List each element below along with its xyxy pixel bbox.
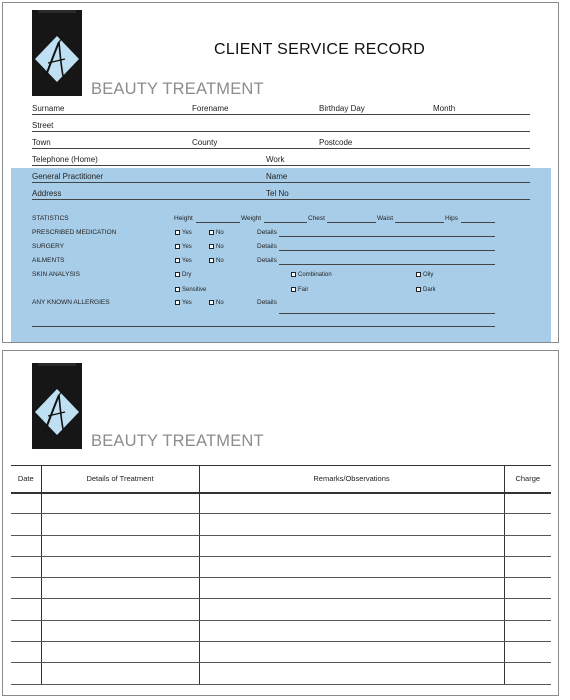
table-row — [11, 556, 551, 577]
town-label: Town — [32, 138, 51, 147]
surname-line[interactable] — [32, 114, 530, 115]
logo-emblem-icon — [32, 363, 82, 449]
table-cell[interactable] — [41, 493, 199, 514]
column-header-details: Details of Treatment — [41, 466, 199, 493]
surgery-no-checkbox[interactable] — [209, 243, 224, 251]
table-cell[interactable] — [504, 620, 551, 641]
forename-label: Forename — [192, 104, 229, 113]
statistics-label: STATISTICS — [32, 215, 69, 222]
town-line[interactable] — [32, 148, 530, 149]
medication-details-label: Details — [257, 229, 277, 236]
treatment-table — [11, 465, 551, 685]
ailments-yes-checkbox[interactable] — [175, 257, 192, 265]
table-cell[interactable] — [11, 642, 41, 663]
gp-tel-label: Tel No — [266, 189, 289, 198]
gp-line[interactable] — [32, 182, 530, 183]
postcode-label: Postcode — [319, 138, 353, 147]
surgery-yes-label: Yes — [182, 244, 192, 250]
table-cell[interactable] — [11, 535, 41, 556]
table-row — [11, 599, 551, 620]
skin-dry-label: Dry — [182, 272, 192, 278]
ailments-no-checkbox[interactable] — [209, 257, 224, 265]
telephone-home-label: Telephone (Home) — [32, 155, 98, 164]
medication-no-checkbox[interactable] — [209, 229, 224, 237]
form-subtitle: BEAUTY TREATMENT — [91, 80, 264, 98]
table-cell[interactable] — [504, 514, 551, 535]
waist-field[interactable] — [395, 222, 444, 223]
surgery-details-label: Details — [257, 243, 277, 250]
skin-oily-checkbox[interactable] — [416, 271, 433, 279]
medication-details-line[interactable] — [279, 236, 495, 237]
chest-label: Chest — [308, 215, 325, 222]
month-label: Month — [433, 104, 456, 113]
street-line[interactable] — [32, 131, 530, 132]
ailments-details-line[interactable] — [279, 264, 495, 265]
table-cell[interactable] — [199, 642, 504, 663]
table-cell[interactable] — [41, 535, 199, 556]
allergies-no-label: No — [216, 300, 224, 306]
table-cell[interactable] — [11, 620, 41, 641]
ailments-details-label: Details — [257, 257, 277, 264]
table-cell[interactable] — [41, 663, 199, 684]
table-body — [11, 493, 551, 685]
skin-analysis-label: SKIN ANALYSIS — [32, 271, 80, 278]
surgery-label: SURGERY — [32, 243, 65, 250]
table-cell[interactable] — [11, 578, 41, 599]
skin-oily-label: Oily — [423, 272, 434, 278]
table-cell[interactable] — [199, 578, 504, 599]
height-field[interactable] — [196, 222, 240, 223]
table-cell[interactable] — [199, 663, 504, 684]
table-cell[interactable] — [11, 514, 41, 535]
allergies-yes-label: Yes — [182, 300, 192, 306]
table-cell[interactable] — [41, 578, 199, 599]
surgery-details-line[interactable] — [279, 250, 495, 251]
medication-no-label: No — [216, 230, 224, 236]
street-label: Street — [32, 121, 54, 130]
weight-label: Weight — [241, 215, 262, 222]
table-row — [11, 663, 551, 684]
surgery-no-label: No — [216, 244, 224, 250]
table-cell[interactable] — [11, 493, 41, 514]
gp-address-line[interactable] — [32, 199, 530, 200]
column-header-remarks: Remarks/Observations — [199, 466, 504, 493]
table-row — [11, 514, 551, 535]
table-row — [11, 642, 551, 663]
table-row — [11, 493, 551, 514]
table-cell[interactable] — [504, 599, 551, 620]
form-title: CLIENT SERVICE RECORD — [214, 41, 426, 58]
table-cell[interactable] — [11, 556, 41, 577]
skin-sensitive-checkbox[interactable] — [175, 286, 206, 294]
table-cell[interactable] — [41, 599, 199, 620]
gp-name-label: Name — [266, 172, 288, 181]
table-row — [11, 620, 551, 641]
height-label: Height — [174, 215, 193, 222]
column-header-date: Date — [11, 466, 41, 493]
waist-label: Waist — [377, 215, 394, 222]
work-label: Work — [266, 155, 285, 164]
ailments-no-label: No — [216, 258, 224, 264]
hips-field[interactable] — [461, 222, 495, 223]
table-header-row — [11, 466, 551, 493]
prescribed-medication-label: PRESCRIBED MEDICATION — [32, 229, 117, 236]
table-row — [11, 535, 551, 556]
surgery-yes-checkbox[interactable] — [175, 243, 192, 251]
client-service-record-card — [2, 2, 559, 343]
skin-fair-label: Fair — [298, 287, 309, 293]
allergies-label: ANY KNOWN ALLERGIES — [32, 299, 110, 306]
table-cell[interactable] — [504, 663, 551, 684]
skin-dry-checkbox[interactable] — [175, 271, 191, 279]
medication-yes-checkbox[interactable] — [175, 229, 192, 237]
table-cell[interactable] — [199, 514, 504, 535]
table-cell[interactable] — [199, 599, 504, 620]
table-cell[interactable] — [199, 620, 504, 641]
table-cell[interactable] — [504, 578, 551, 599]
surname-label: Surname — [32, 104, 65, 113]
table-cell[interactable] — [41, 620, 199, 641]
county-label: County — [192, 138, 218, 147]
table-cell[interactable] — [41, 514, 199, 535]
logo-emblem-icon — [32, 10, 82, 96]
skin-combination-checkbox[interactable] — [291, 271, 332, 279]
skin-dark-checkbox[interactable] — [416, 286, 436, 294]
allergies-yes-checkbox[interactable] — [175, 299, 192, 307]
medication-yes-label: Yes — [182, 230, 192, 236]
column-header-charge: Charge — [504, 466, 551, 493]
table-cell[interactable] — [199, 535, 504, 556]
allergies-details-label: Details — [257, 299, 277, 306]
hips-label: Hips — [445, 215, 459, 222]
gp-address-label: Address — [32, 189, 62, 198]
table-row — [11, 578, 551, 599]
allergies-no-checkbox[interactable] — [209, 299, 224, 307]
table-cell[interactable] — [11, 599, 41, 620]
ailments-yes-label: Yes — [182, 258, 192, 264]
treatment-log-card — [2, 350, 559, 696]
skin-fair-checkbox[interactable] — [291, 286, 308, 294]
table-cell[interactable] — [41, 556, 199, 577]
birthday-day-label: Birthday Day — [319, 104, 365, 113]
skin-sensitive-label: Sensitive — [182, 287, 207, 293]
skin-combination-label: Combination — [298, 272, 332, 278]
weight-field[interactable] — [264, 222, 307, 223]
chest-field[interactable] — [327, 222, 376, 223]
table-cell[interactable] — [199, 556, 504, 577]
skin-dark-label: Dark — [423, 287, 436, 293]
table-cell[interactable] — [504, 535, 551, 556]
table-cell[interactable] — [11, 663, 41, 684]
table-cell[interactable] — [504, 556, 551, 577]
table-cell[interactable] — [199, 493, 504, 514]
table-cell[interactable] — [504, 493, 551, 514]
treatment-subtitle: BEAUTY TREATMENT — [91, 432, 264, 450]
allergies-details-line[interactable] — [279, 313, 495, 314]
allergies-extra-line[interactable] — [32, 326, 495, 327]
table-cell[interactable] — [504, 642, 551, 663]
ailments-label: AILMENTS — [32, 257, 65, 264]
telephone-line[interactable] — [32, 165, 530, 166]
general-practitioner-label: General Practitioner — [32, 172, 104, 181]
table-cell[interactable] — [41, 642, 199, 663]
